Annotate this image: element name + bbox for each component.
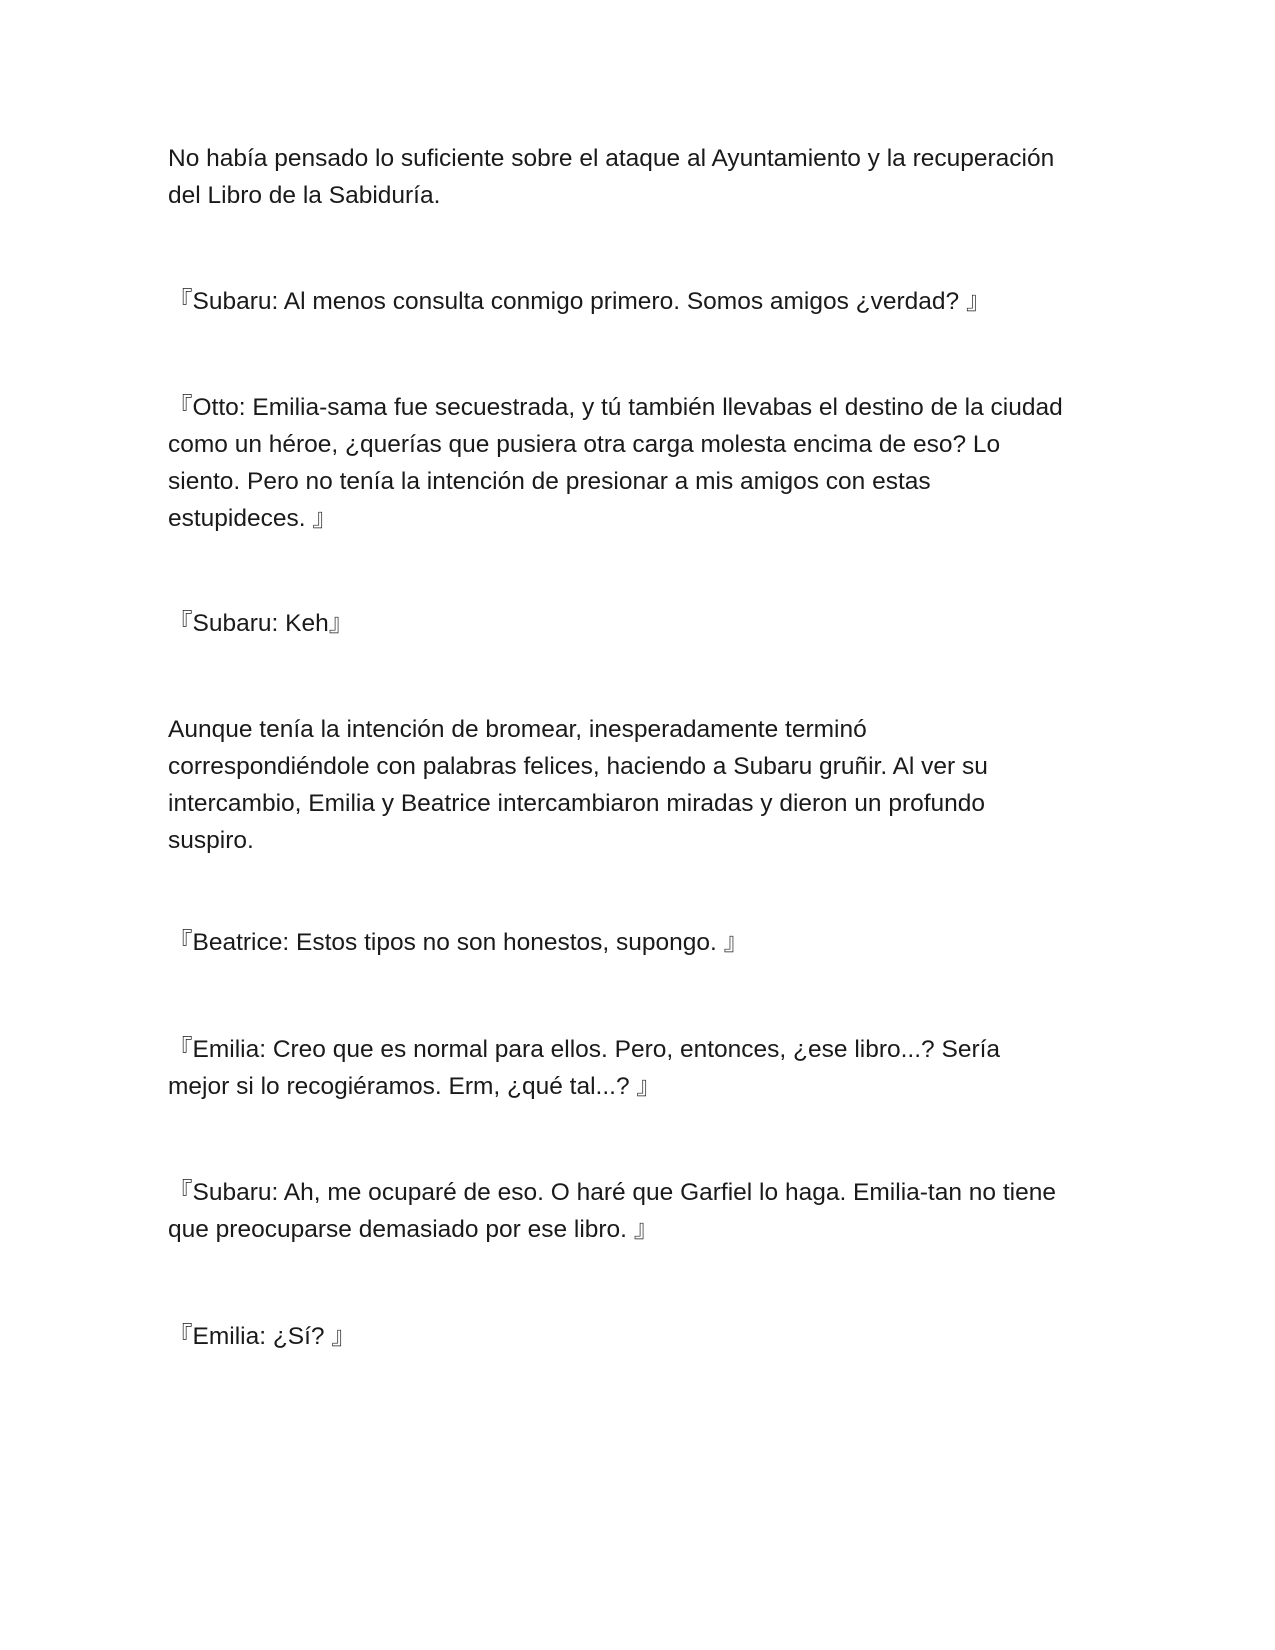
paragraph-narration-1: No había pensado lo suficiente sobre el ataque al Ayuntamiento y la recuperación del Libro de la Sabiduría. <box>168 145 1055 209</box>
paragraph-dialogue-subaru-2: 『Subaru: Keh』 <box>168 610 354 637</box>
paragraph-dialogue-subaru-1: 『Subaru: Al menos consulta conmigo primero. Somos amigos ¿verdad? 』 <box>168 288 991 315</box>
paragraph-dialogue-emilia-1: 『Emilia: Creo que es normal para ellos. Pero, entonces, ¿ese libro...? Sería mejor si lo recogiéramos. Erm, ¿qué tal...? 』 <box>168 1036 1001 1100</box>
paragraph-dialogue-otto: 『Otto: Emilia-sama fue secuestrada, y tú también llevabas el destino de la ciudad como un héroe, ¿querías que pusiera otra carga molesta encima de eso? Lo siento. Pero no tenía la intención de presionar a mis amigos con estas estupideces. 』 <box>168 394 1063 532</box>
paragraph-dialogue-beatrice: 『Beatrice: Estos tipos no son honestos, supongo. 』 <box>168 929 749 956</box>
paragraph-dialogue-emilia-2: 『Emilia: ¿Sí? 』 <box>168 1323 356 1350</box>
paragraph-narration-2: Aunque tenía la intención de bromear, inesperadamente terminó correspondiéndole con palabras felices, haciendo a Subaru gruñir. Al ver su intercambio, Emilia y Beatrice intercambiaron miradas y dieron un profundo suspiro. <box>168 716 988 854</box>
paragraph-dialogue-subaru-3: 『Subaru: Ah, me ocuparé de eso. O haré que Garfiel lo haga. Emilia-tan no tiene que preocuparse demasiado por ese libro. 』 <box>168 1179 1056 1243</box>
